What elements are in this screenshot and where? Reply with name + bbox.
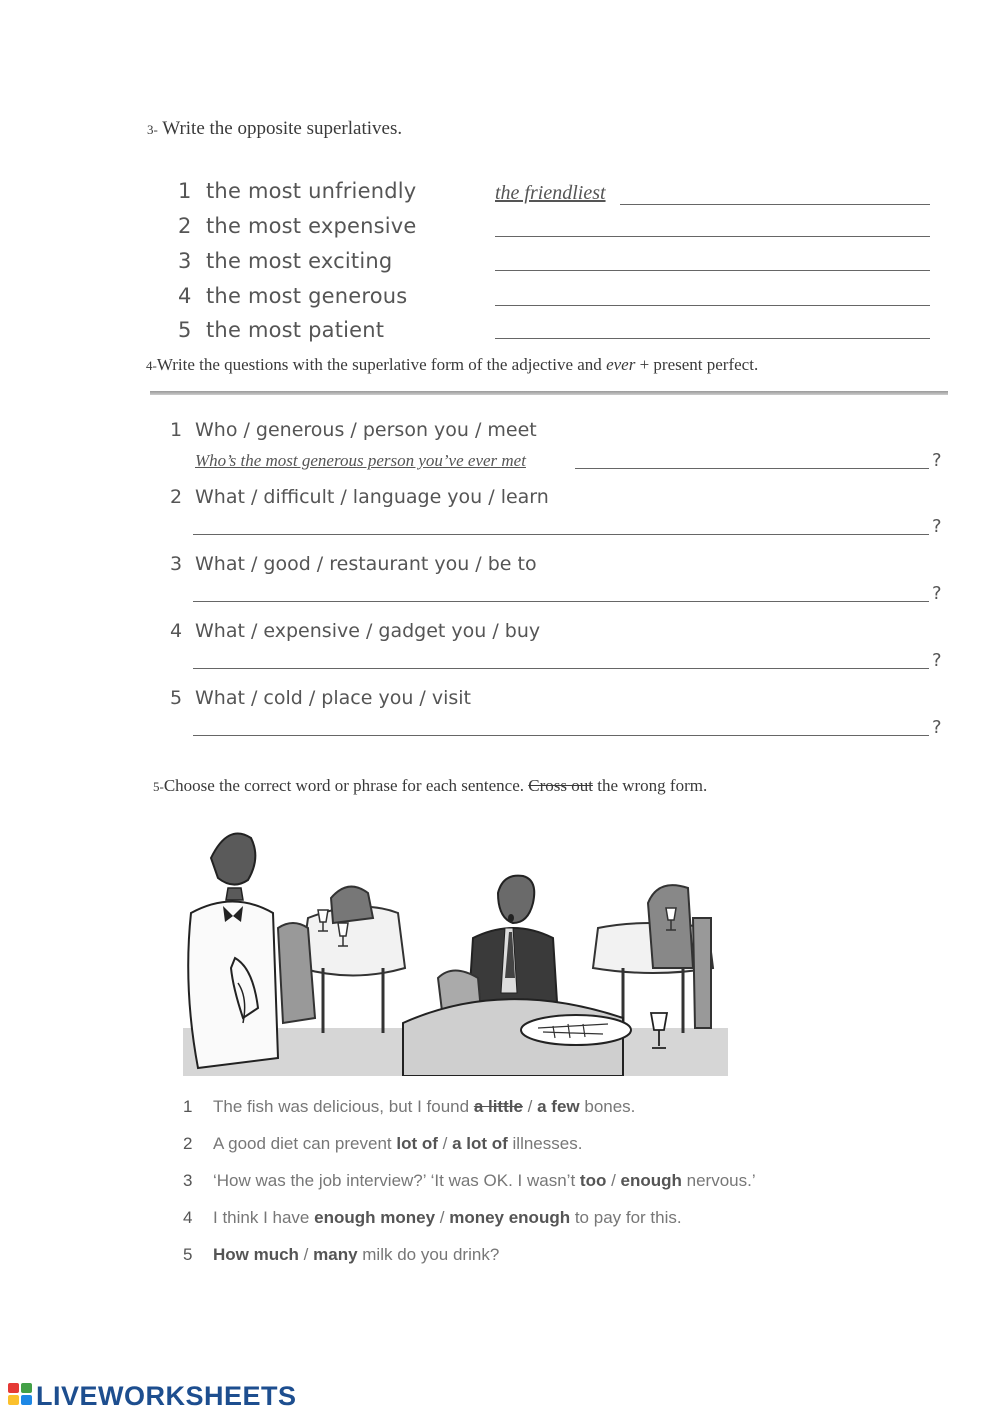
section4-divider: [150, 391, 948, 395]
liveworksheets-logo[interactable]: [8, 1381, 297, 1412]
plate: [521, 1015, 631, 1045]
section4-item-1: 1 Who / generous / person you / meet: [170, 419, 537, 441]
background-table-middle: [278, 887, 405, 1033]
section5-item-1: 1 The fish was delicious, but I found a little / a few bones.: [183, 1097, 636, 1116]
background-table-right: [593, 885, 713, 1033]
waiter-figure: [188, 834, 278, 1069]
customer-mouth: [508, 914, 514, 922]
section3-item-1: 1 the most unfriendly: [178, 179, 417, 203]
section5-item-4-option-2[interactable]: money enough: [449, 1208, 571, 1227]
section3-answer-line-1: [620, 204, 930, 205]
section3-item-5: 5 the most patient: [178, 318, 385, 342]
section3-instruction: Write the opposite superlatives.: [162, 118, 403, 139]
section4-item-2: 2 What / difficult / language you / learn: [170, 486, 549, 508]
section5-heading: 5-Choose the correct word or phrase for each sentence. Cross out the wrong form.: [153, 776, 708, 795]
section4-number: 4-: [146, 358, 157, 373]
liveworksheets-logo-text: LIVEWORKSHEETS: [36, 1381, 297, 1411]
section5-item-2-option-2[interactable]: a lot of: [452, 1134, 508, 1153]
section5-item-2: 2 A good diet can prevent lot of / a lot of illnesses.: [183, 1134, 583, 1153]
section5-item-2-option-1[interactable]: lot of: [396, 1134, 438, 1153]
section4-answer-line-1: [575, 468, 929, 469]
section3-answer-1[interactable]: the friendliest: [495, 182, 606, 204]
section5-item-5-option-2[interactable]: many: [313, 1245, 358, 1264]
section4-answer-field-2[interactable]: [193, 534, 929, 535]
section4-item-5: 5 What / cold / place you / visit: [170, 687, 471, 709]
section4-answer-field-4[interactable]: [193, 668, 929, 669]
section5-item-4: 4 I think I have enough money / money enough to pay for this.: [183, 1208, 682, 1227]
section4-answer-field-3[interactable]: [193, 601, 929, 602]
section4-answer-field-5[interactable]: [193, 735, 929, 736]
section4-answer-1[interactable]: Who’s the most generous person you’ve ever met: [195, 451, 526, 470]
section3-heading: [147, 118, 402, 140]
section3-item-2: 2 the most expensive: [178, 214, 417, 238]
liveworksheets-logo-icon: [8, 1383, 34, 1407]
section3-answer-field-4[interactable]: [495, 305, 930, 306]
section5-cross-out-example: Cross out: [528, 776, 593, 795]
section4-qmark-4: ?: [932, 650, 942, 671]
section4-qmark-2: ?: [932, 516, 942, 537]
section5-item-3-option-1[interactable]: too: [579, 1171, 607, 1190]
section5-item-5-option-1[interactable]: How much: [213, 1245, 299, 1264]
section4-qmark-1: ?: [932, 450, 942, 471]
section3-number: 3-: [147, 122, 158, 137]
section4-heading: 4-Write the questions with the superlative form of the adjective and ever + present perfect.: [146, 355, 759, 374]
section5-item-3: 3 ‘How was the job interview?’ ‘It was OK. I wasn’t too / enough nervous.’: [183, 1171, 756, 1190]
section4-item-3: 3 What / good / restaurant you / be to: [170, 553, 537, 575]
section3-answer-field-3[interactable]: [495, 270, 930, 271]
section5-number: 5-: [153, 779, 164, 794]
section5-item-4-option-1[interactable]: enough money: [314, 1208, 436, 1227]
section5-item-5: 5 How much / many milk do you drink?: [183, 1245, 500, 1264]
section5-item-3-option-2[interactable]: enough: [620, 1171, 682, 1190]
section4-item-4: 4 What / expensive / gadget you / buy: [170, 620, 541, 642]
section5-item-1-option-2[interactable]: a few: [537, 1097, 580, 1116]
section4-qmark-5: ?: [932, 717, 942, 738]
section3-item-4: 4 the most generous: [178, 284, 408, 308]
restaurant-cartoon-illustration: [183, 818, 728, 1076]
section5-item-1-option-1[interactable]: a little: [473, 1097, 523, 1116]
section3-answer-field-5[interactable]: [495, 338, 930, 339]
section3-item-3: 3 the most exciting: [178, 249, 393, 273]
section4-qmark-3: ?: [932, 583, 942, 604]
section3-answer-field-2[interactable]: [495, 236, 930, 237]
